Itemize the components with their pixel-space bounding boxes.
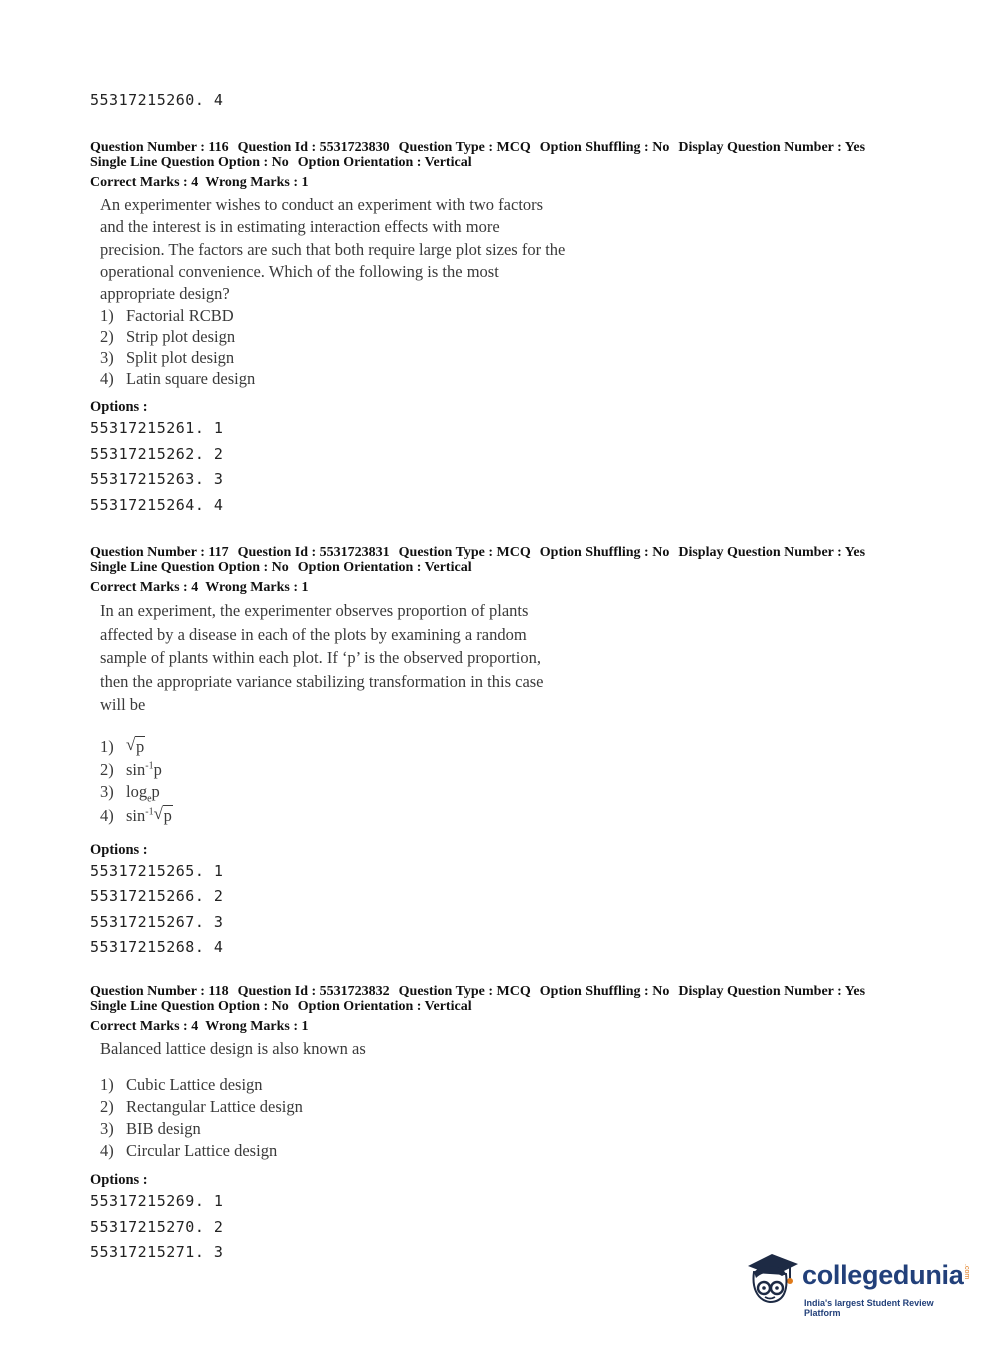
choice-number: 1) bbox=[100, 736, 114, 756]
choice-text: Factorial RCBD bbox=[126, 306, 234, 326]
radicand: p bbox=[136, 736, 145, 756]
stem-line: affected by a disease in each of the plots by examining a random bbox=[100, 624, 527, 644]
choice-item bbox=[100, 1096, 580, 1118]
question-number: Question Number : 117 bbox=[90, 545, 229, 560]
choice-number: 4) bbox=[100, 1141, 114, 1161]
choice-number: 4) bbox=[100, 369, 114, 389]
choice-item bbox=[100, 735, 580, 759]
stem-line: appropriate design? bbox=[100, 284, 230, 304]
choice-item bbox=[100, 803, 580, 828]
question-number: Question Number : 116 bbox=[90, 140, 229, 155]
option-line: 55317215268. 4 bbox=[90, 938, 224, 956]
question-117 bbox=[90, 545, 910, 961]
option-orientation: Option Orientation : Vertical bbox=[297, 999, 472, 1014]
choice-item bbox=[100, 1074, 580, 1096]
display-question-number: Display Question Number : Yes bbox=[678, 984, 866, 999]
logo-domain: .com bbox=[963, 1264, 970, 1280]
question-stem bbox=[100, 1038, 580, 1060]
stem-line: operational convenience. Which of the following is the most bbox=[100, 261, 499, 281]
stem-line: and the interest is in estimating interaction effects with more bbox=[100, 217, 500, 237]
choice-list bbox=[100, 735, 580, 828]
choice-text: Rectangular Lattice design bbox=[126, 1097, 303, 1117]
collegedunia-logo bbox=[742, 1250, 972, 1320]
question-type: Question Type : MCQ bbox=[398, 140, 531, 155]
option-line: 55317215269. 1 bbox=[90, 1192, 224, 1211]
graduate-mascot-icon bbox=[742, 1250, 802, 1312]
choice-item bbox=[100, 347, 580, 368]
choice-number: 4) bbox=[100, 805, 114, 825]
single-line-option: Single Line Question Option : No bbox=[90, 560, 289, 575]
display-question-number: Display Question Number : Yes bbox=[678, 545, 866, 560]
question-id: Question Id : 5531723831 bbox=[237, 545, 390, 560]
option-orientation: Option Orientation : Vertical bbox=[297, 560, 472, 575]
choice-number: 2) bbox=[100, 1097, 114, 1117]
question-meta-2 bbox=[90, 560, 910, 575]
options-label: Options : bbox=[90, 399, 148, 416]
question-body bbox=[100, 1038, 580, 1162]
radical-sign: √ bbox=[126, 734, 136, 754]
radical-sign: √ bbox=[153, 803, 163, 823]
previous-option-line: 55317215260. 4 bbox=[90, 91, 224, 109]
choice-list bbox=[100, 305, 580, 389]
correct-marks: Correct Marks : 4 bbox=[90, 175, 199, 190]
stem-line: Balanced lattice design is also known as bbox=[100, 1039, 366, 1058]
option-line: 55317215263. 3 bbox=[90, 470, 224, 489]
stem-line: then the appropriate variance stabilizing transformation in this case bbox=[100, 671, 544, 691]
radicand: p bbox=[163, 805, 172, 825]
option-line: 55317215270. 2 bbox=[90, 1217, 224, 1236]
question-meta bbox=[90, 984, 910, 999]
choice-number: 3) bbox=[100, 1119, 114, 1139]
stem-line: precision. The factors are such that both require large plot sizes for the bbox=[100, 239, 566, 259]
question-body bbox=[100, 599, 580, 828]
question-type: Question Type : MCQ bbox=[398, 984, 531, 999]
stem-line: In an experiment, the experimenter observes proportion of plants bbox=[100, 601, 529, 620]
choice-item bbox=[100, 1118, 580, 1140]
choice-list bbox=[100, 1074, 580, 1162]
question-id: Question Id : 5531723832 bbox=[237, 984, 390, 999]
options-list bbox=[90, 859, 910, 961]
options-label: Options : bbox=[90, 841, 148, 858]
stem-line: will be bbox=[100, 695, 146, 714]
display-question-number: Display Question Number : Yes bbox=[678, 140, 866, 155]
question-type: Question Type : MCQ bbox=[398, 545, 531, 560]
choice-item bbox=[100, 326, 580, 347]
question-118 bbox=[90, 984, 910, 1266]
choice-number: 1) bbox=[100, 1075, 114, 1095]
option-line: 55317215267. 3 bbox=[90, 912, 224, 931]
question-stem bbox=[100, 194, 580, 305]
option-line: 55317215264. 4 bbox=[90, 495, 224, 514]
wrong-marks: Wrong Marks : 1 bbox=[205, 175, 309, 190]
choice-number: 2) bbox=[100, 759, 114, 779]
option-line: 55317215271. 3 bbox=[90, 1243, 224, 1262]
single-line-option: Single Line Question Option : No bbox=[90, 999, 289, 1014]
question-stem bbox=[100, 599, 580, 717]
choice-number: 3) bbox=[100, 348, 114, 368]
wrong-marks: Wrong Marks : 1 bbox=[205, 580, 309, 595]
option-line: 55317215265. 1 bbox=[90, 861, 224, 880]
question-number: Question Number : 118 bbox=[90, 984, 229, 999]
option-shuffling: Option Shuffling : No bbox=[539, 545, 670, 560]
variable: p bbox=[151, 781, 160, 801]
option-line: 55317215261. 1 bbox=[90, 419, 224, 438]
logo-tagline: India's largest Student Review Platform bbox=[804, 1298, 934, 1318]
choice-item bbox=[100, 368, 580, 389]
question-id: Question Id : 5531723830 bbox=[237, 140, 390, 155]
wrong-marks: Wrong Marks : 1 bbox=[205, 1019, 309, 1034]
stem-line: An experimenter wishes to conduct an experiment with two factors bbox=[100, 195, 544, 214]
subscript: e bbox=[147, 792, 152, 804]
logo-wordmark: collegedunia bbox=[802, 1260, 964, 1290]
function-name: sin bbox=[126, 759, 146, 779]
correct-marks: Correct Marks : 4 bbox=[90, 580, 199, 595]
superscript: -1 bbox=[145, 760, 154, 771]
options-label: Options : bbox=[90, 1172, 148, 1189]
choice-item bbox=[100, 759, 580, 781]
choice-item bbox=[100, 1140, 580, 1162]
variable: p bbox=[153, 759, 162, 779]
question-meta bbox=[90, 545, 910, 560]
single-line-option: Single Line Question Option : No bbox=[90, 155, 289, 170]
choice-text: Cubic Lattice design bbox=[126, 1075, 263, 1095]
option-orientation: Option Orientation : Vertical bbox=[297, 155, 472, 170]
function-name: log bbox=[126, 781, 148, 801]
choice-text: Strip plot design bbox=[126, 327, 236, 347]
function-name: sin bbox=[126, 805, 146, 825]
question-body bbox=[100, 194, 580, 389]
option-shuffling: Option Shuffling : No bbox=[539, 140, 670, 155]
question-marks bbox=[90, 580, 910, 595]
option-line: 55317215266. 2 bbox=[90, 887, 224, 905]
choice-text: BIB design bbox=[126, 1119, 201, 1139]
sqrt-expression bbox=[154, 803, 173, 828]
sqrt-expression bbox=[126, 735, 145, 759]
options-list bbox=[90, 416, 910, 518]
choice-item bbox=[100, 781, 580, 803]
choice-number: 3) bbox=[100, 781, 114, 801]
question-116 bbox=[90, 140, 910, 518]
question-meta-2 bbox=[90, 155, 910, 170]
question-marks bbox=[90, 175, 910, 190]
choice-number: 1) bbox=[100, 306, 114, 326]
choice-text: Circular Lattice design bbox=[126, 1141, 278, 1161]
question-marks bbox=[90, 1019, 910, 1034]
option-shuffling: Option Shuffling : No bbox=[539, 984, 670, 999]
choice-number: 2) bbox=[100, 327, 114, 347]
superscript: -1 bbox=[145, 806, 154, 817]
question-meta-2 bbox=[90, 999, 910, 1014]
correct-marks: Correct Marks : 4 bbox=[90, 1019, 199, 1034]
option-line: 55317215262. 2 bbox=[90, 444, 224, 463]
choice-text: Latin square design bbox=[126, 369, 256, 389]
stem-line: sample of plants within each plot. If ‘p’ is the observed proportion, bbox=[100, 648, 541, 667]
question-meta bbox=[90, 140, 910, 155]
choice-item bbox=[100, 305, 580, 326]
choice-text: Split plot design bbox=[126, 348, 235, 368]
